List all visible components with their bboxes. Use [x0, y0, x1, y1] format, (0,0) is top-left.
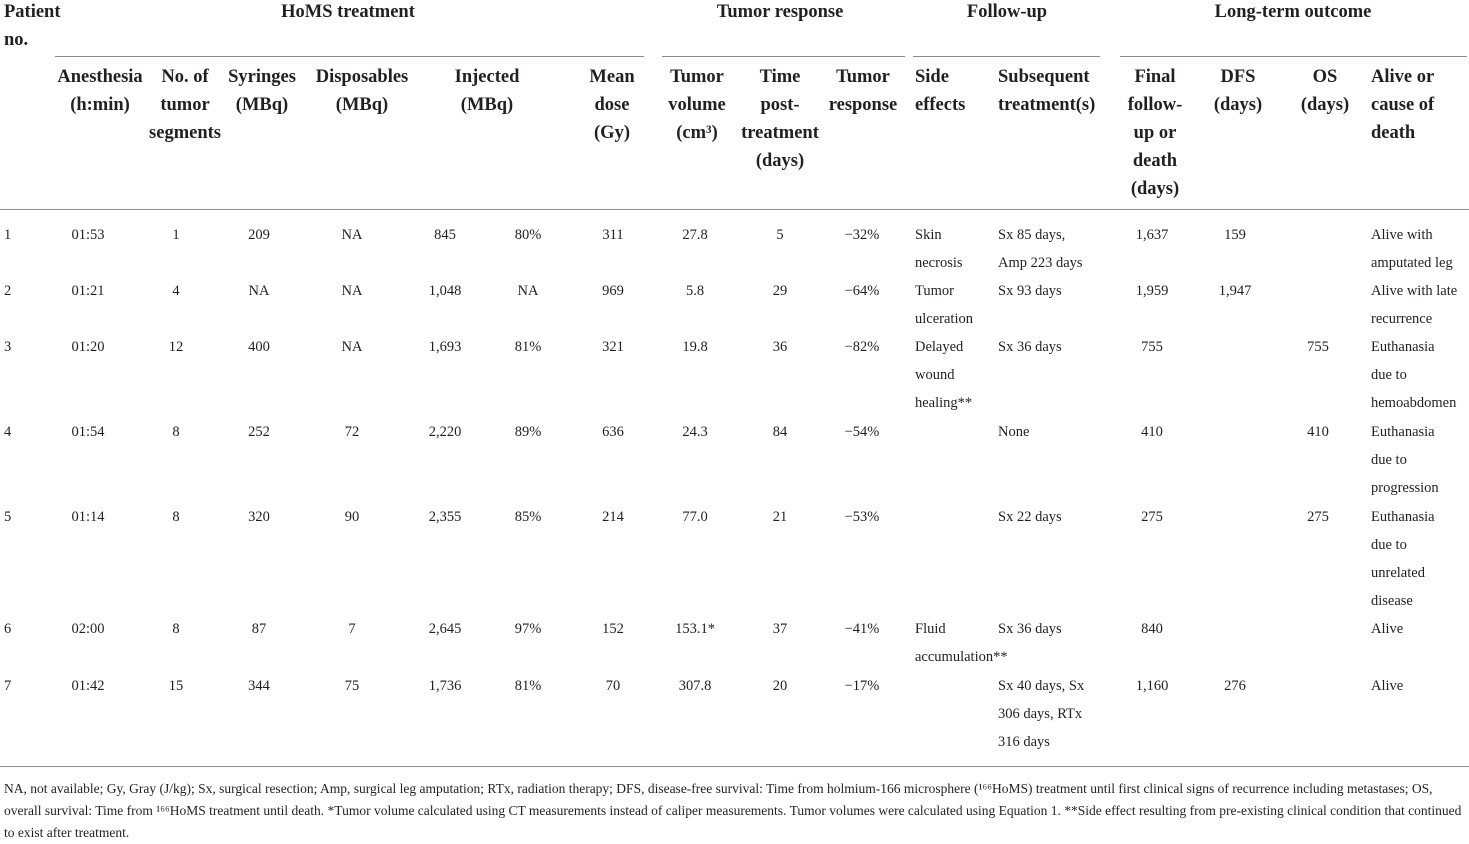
table-cell: 81%	[514, 339, 542, 355]
table-cell: Alive with late recurrence	[1371, 283, 1458, 327]
table-cell: 89%	[514, 424, 542, 440]
header-bottom-rule	[0, 209, 1469, 210]
table-cell: Alive with amputated leg	[1371, 227, 1453, 271]
table-cell: 410	[1307, 424, 1329, 440]
table-cell: 320	[248, 509, 270, 525]
table-cell: Delayed wound healing**	[915, 339, 973, 411]
table-cell: 77.0	[682, 509, 708, 525]
table-cell: 24.3	[682, 424, 708, 440]
table-cell: NA	[341, 339, 363, 355]
table-cell: NA	[341, 283, 363, 299]
table-cell: 209	[248, 227, 270, 243]
table-cell: 5.8	[685, 283, 705, 299]
table-cell: 01:21	[71, 283, 105, 299]
col-injected: Injected (MBq)	[454, 67, 520, 115]
col-anesthesia: Anesthesia (h:min)	[57, 67, 143, 115]
table-cell: 2	[4, 283, 12, 299]
table-cell: 80%	[514, 227, 542, 243]
table-cell: 2,355	[428, 509, 462, 525]
table-cell: −41%	[844, 621, 880, 637]
table-cell: 81%	[514, 678, 542, 694]
col-time-post-treatment: Time post- treatment (days)	[741, 67, 819, 171]
col-syringes: Syringes (MBq)	[228, 67, 296, 115]
table-cell: Sx 36 days	[998, 339, 1062, 355]
col-alive-or-cause: Alive or cause of death	[1371, 67, 1435, 143]
table-cell: Euthanasia due to unrelated disease	[1371, 509, 1435, 609]
table-cell: 27.8	[682, 227, 708, 243]
table-cell: 8	[172, 509, 180, 525]
table-cell: Sx 85 days, Amp 223 days	[998, 227, 1083, 271]
table-cell: 969	[602, 283, 624, 299]
table-cell: 21	[772, 509, 788, 525]
table-cell: 37	[772, 621, 788, 637]
table-cell: Skin necrosis	[915, 227, 963, 271]
table-cell: None	[998, 424, 1030, 440]
header-homs-treatment: HoMS treatment	[281, 2, 415, 22]
table-cell: 840	[1141, 621, 1163, 637]
tumor-response-group-rule	[662, 56, 905, 57]
table-cell: Euthanasia due to progression	[1371, 424, 1439, 496]
table-cell: 19.8	[682, 339, 708, 355]
table-cell: 755	[1307, 339, 1329, 355]
col-dfs: DFS (days)	[1213, 67, 1263, 115]
table-cell: 6	[4, 621, 12, 637]
table-cell: 1,959	[1135, 283, 1169, 299]
table-cell: 1,693	[428, 339, 462, 355]
table-cell: 3	[4, 339, 12, 355]
table-cell: 214	[602, 509, 624, 525]
table-cell: 159	[1224, 227, 1246, 243]
table-cell: 15	[168, 678, 184, 694]
header-long-term-outcome: Long-term outcome	[1214, 2, 1372, 22]
table-cell: 311	[602, 227, 624, 243]
table-footnote	[4, 778, 1466, 844]
table-cell: 307.8	[678, 678, 712, 694]
follow-up-group-rule	[913, 56, 1100, 57]
table-cell: 29	[772, 283, 788, 299]
table-cell: 2,645	[428, 621, 462, 637]
table-cell: −53%	[844, 509, 880, 525]
table-cell: NA	[517, 283, 539, 299]
table-cell: NA	[341, 227, 363, 243]
table-cell: 1	[4, 227, 12, 243]
table-cell: 90	[344, 509, 360, 525]
table-cell: 252	[248, 424, 270, 440]
col-disposables: Disposables (MBq)	[315, 67, 409, 115]
table-cell: Sx 22 days	[998, 509, 1062, 525]
col-os: OS (days)	[1300, 67, 1350, 115]
table-cell: 152	[602, 621, 624, 637]
table-cell: 1,736	[428, 678, 462, 694]
table-cell: 845	[434, 227, 456, 243]
table-cell: 97%	[514, 621, 542, 637]
table-cell: 275	[1141, 509, 1163, 525]
header-patient-no: Patient no.	[4, 2, 61, 50]
table-cell: 01:20	[71, 339, 105, 355]
table-cell: Fluid accumulation**	[915, 621, 1008, 665]
col-mean-dose: Mean dose (Gy)	[589, 67, 635, 143]
table-cell: 01:53	[71, 227, 105, 243]
table-cell: Euthanasia due to hemoabdomen	[1371, 339, 1457, 411]
table-cell: 755	[1141, 339, 1163, 355]
table-cell: 5	[776, 227, 784, 243]
header-tumor-response: Tumor response	[716, 2, 844, 22]
table-cell: 87	[251, 621, 267, 637]
table-cell: −17%	[844, 678, 880, 694]
table-cell: −64%	[844, 283, 880, 299]
table-cell: NA	[248, 283, 270, 299]
table-cell: Alive	[1371, 678, 1404, 694]
table-cell: Tumor ulceration	[915, 283, 973, 327]
table-cell: 36	[772, 339, 788, 355]
table-cell: 275	[1307, 509, 1329, 525]
table-bottom-rule	[0, 766, 1469, 767]
table-cell: 70	[605, 678, 621, 694]
table-cell: 1,637	[1135, 227, 1169, 243]
table-cell: 01:14	[71, 509, 105, 525]
table-cell: 75	[344, 678, 360, 694]
col-final-follow-up: Final follow- up or death (days)	[1127, 67, 1183, 199]
table-cell: −32%	[844, 227, 880, 243]
col-tumor-volume: Tumor volume (cm³)	[668, 67, 726, 143]
col-tumor-response: Tumor response	[828, 67, 898, 115]
table-cell: 1,160	[1135, 678, 1169, 694]
header-follow-up: Follow-up	[966, 2, 1048, 22]
long-term-group-rule	[1120, 56, 1467, 57]
table-cell: 4	[172, 283, 180, 299]
table-cell: 410	[1141, 424, 1163, 440]
table-cell: 1,048	[428, 283, 462, 299]
table-cell: 8	[172, 424, 180, 440]
table-cell: 1	[172, 227, 180, 243]
table-cell: 84	[772, 424, 788, 440]
col-subsequent-treatment: Subsequent treatment(s)	[998, 67, 1096, 115]
table-cell: Sx 93 days	[998, 283, 1062, 299]
homs-group-rule	[55, 56, 644, 57]
table-cell: 400	[248, 339, 270, 355]
table-cell: 85%	[514, 509, 542, 525]
table-cell: Sx 40 days, Sx 306 days, RTx 316 days	[998, 678, 1085, 750]
table-cell: −54%	[844, 424, 880, 440]
footnote-text: NA, not available; Gy, Gray (J/kg); Sx, surgical resection; Amp, surgical leg amputation; RTx, radiation therapy; DFS, disease-free survival: Time from holmium-166 microsphere (¹⁶⁶HoMS) treatment until first clinical signs of recurrence including metastases; OS, overall survival: Time from ¹⁶⁶HoMS treatment until death. *Tumor volume calculated using CT measurements instead of caliper measurements. Tumor volumes were calculated using Equation 1. **Side effect resulting from pre-existing clinical condition that continued to exist after treatment.	[4, 781, 1462, 840]
table-cell: 01:54	[71, 424, 105, 440]
table-cell: 8	[172, 621, 180, 637]
table-cell: Sx 36 days	[998, 621, 1062, 637]
table-cell: 344	[248, 678, 270, 694]
table-cell: 276	[1224, 678, 1246, 694]
table-cell: 2,220	[428, 424, 462, 440]
table-cell: 5	[4, 509, 12, 525]
table-cell: 12	[168, 339, 184, 355]
table-cell: 153.1*	[675, 621, 715, 637]
table-cell: 72	[344, 424, 360, 440]
col-tumor-segments: No. of tumor segments	[149, 67, 221, 143]
table-cell: 4	[4, 424, 12, 440]
table-cell: 02:00	[71, 621, 105, 637]
table-cell: 01:42	[71, 678, 105, 694]
table-cell: 321	[602, 339, 624, 355]
table-cell: Alive	[1371, 621, 1404, 637]
table-cell: 636	[602, 424, 624, 440]
table-cell: 7	[4, 678, 12, 694]
table-cell: −82%	[844, 339, 880, 355]
table-cell: 20	[772, 678, 788, 694]
col-side-effects: Side effects	[915, 67, 966, 115]
table-cell: 7	[348, 621, 356, 637]
table-cell: 1,947	[1218, 283, 1252, 299]
